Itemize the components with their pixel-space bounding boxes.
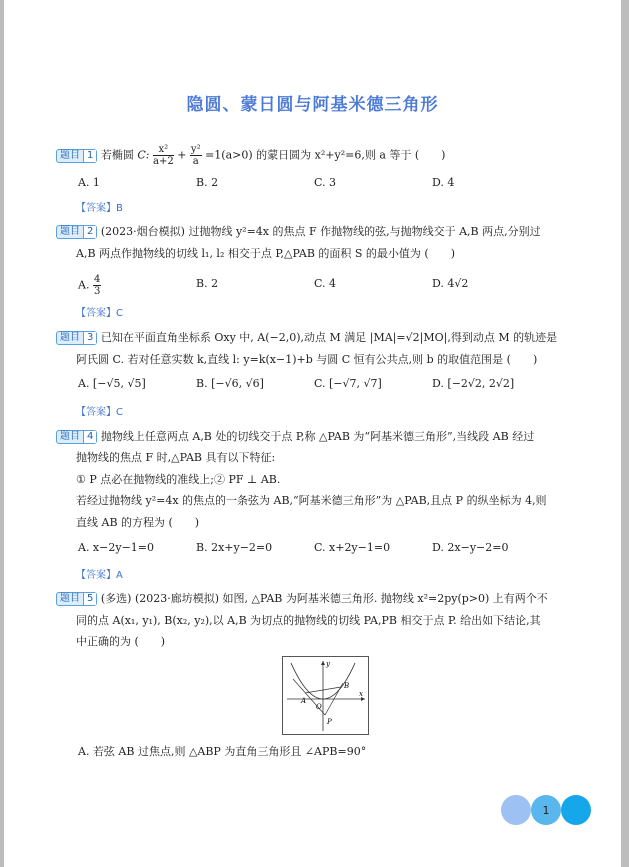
option-c: C. x+2y−1=0 bbox=[314, 541, 391, 554]
answer: 【答案】C bbox=[76, 407, 123, 418]
parabola-figure bbox=[282, 656, 369, 735]
question-badge: 题目 2 bbox=[56, 225, 97, 239]
page-number-circle bbox=[531, 795, 561, 825]
question-1: 题目 1 若椭圆 C: $\frac{\text{x²}}{a+2}$ + $\frac{\text{y²}}{a}$ =1(a>0) 的蒙日圆为 x²+y²=6,则 a 等于 ( ) bbox=[56, 144, 445, 167]
question-text: 阿氏圆 C. 若对任意实数 k,直线 l: y=k(x−1)+b 与圆 C 恒有公共点,则 b 的取值范围是 ( ) bbox=[76, 353, 538, 366]
page-number-decoration bbox=[501, 794, 593, 826]
question-badge: 题目 3 bbox=[56, 331, 97, 345]
page-title: 隐圆、蒙日圆与阿基米德三角形 bbox=[186, 95, 439, 115]
question-5: 题目 5 (多选) (2023·廊坊模拟) 如图, △PAB 为阿基米德三角形. 抛物线 x²=2py(p>0) 上有两个不 bbox=[56, 592, 548, 606]
option-b: B. 2 bbox=[196, 176, 219, 189]
decor-circle bbox=[501, 795, 531, 825]
question-text: 抛物线的焦点 F 时,△PAB 具有以下特征: bbox=[76, 451, 276, 464]
question-text: ① P 点必在抛物线的准线上;② PF ⊥ AB. bbox=[76, 473, 281, 486]
question-text: 同的点 A(x₁, y₁), B(x₂, y₂),以 A,B 为切点的抛物线的切线 PA,PB 相交于点 P. 给出如下结论,其 bbox=[76, 614, 541, 627]
question-text: A,B 两点作抛物线的切线 l₁, l₂ 相交于点 P,△PAB 的面积 S 的最小值为 ( ) bbox=[76, 247, 456, 260]
option-c: C. 3 bbox=[314, 176, 337, 189]
answer: 【答案】C bbox=[76, 308, 123, 319]
question-text: 若经过抛物线 y²=4x 的焦点的一条弦为 AB,“阿基米德三角形”为 △PAB,且点 P 的纵坐标为 4,则 bbox=[76, 494, 547, 507]
answer: 【答案】B bbox=[76, 203, 123, 214]
option-a: A. x−2y−1=0 bbox=[78, 541, 155, 554]
question-badge: 题目 1 bbox=[56, 149, 97, 163]
option-d: D. [−2√2, 2√2] bbox=[432, 377, 515, 390]
option-b: B. 2 bbox=[196, 277, 219, 290]
label-y: y bbox=[326, 660, 330, 668]
option-c: C. [−√7, √7] bbox=[314, 377, 382, 390]
question-3: 题目 3 已知在平面直角坐标系 Oxy 中, A(−2,0),动点 M 满足 |MA|=√2|MO|,得到动点 M 的轨迹是 bbox=[56, 331, 557, 345]
label-o: O bbox=[316, 703, 322, 711]
answer: 【答案】A bbox=[76, 570, 123, 581]
option-c: C. 4 bbox=[314, 277, 337, 290]
label-b: B bbox=[344, 682, 350, 690]
question-badge: 题目 5 bbox=[56, 592, 97, 606]
option-b: B. 2x+y−2=0 bbox=[196, 541, 273, 554]
option-a: A. 若弦 AB 过焦点,则 △ABP 为直角三角形且 ∠APB=90° bbox=[78, 745, 367, 758]
option-a: A. [−√5, √5] bbox=[78, 377, 146, 390]
question-badge: 题目 4 bbox=[56, 430, 97, 444]
fraction: $\frac{4}{3}$ bbox=[93, 274, 101, 297]
fraction: $\frac{\text{y²}}{a}$ bbox=[190, 144, 201, 167]
fraction: $\frac{\text{x²}}{a+2}$ bbox=[153, 144, 174, 167]
option-b: B. [−√6, √6] bbox=[196, 377, 264, 390]
question-2: 题目 2 (2023·烟台模拟) 过抛物线 y²=4x 的焦点 F 作抛物线的弦,与抛物线交于 A,B 两点,分别过 bbox=[56, 225, 541, 239]
question-4: 题目 4 抛物线上任意两点 A,B 处的切线交于点 P,称 △PAB 为“阿基米德三角形”,当线段 AB 经过 bbox=[56, 430, 534, 444]
parabola-diagram bbox=[283, 657, 368, 734]
option-a: A. 1 bbox=[78, 176, 100, 189]
question-text: 中正确的为 ( ) bbox=[76, 635, 166, 648]
option-d: D. 4 bbox=[432, 176, 455, 189]
label-x: x bbox=[359, 690, 363, 698]
y-axis-arrow bbox=[321, 661, 325, 665]
option-a: A. $\frac{4}{3}$ bbox=[78, 274, 101, 297]
label-p: P bbox=[327, 718, 332, 726]
page-number: 1 bbox=[542, 803, 550, 817]
question-text: 直线 AB 的方程为 ( ) bbox=[76, 516, 200, 529]
option-d: D. 4√2 bbox=[432, 277, 469, 290]
label-a: A bbox=[301, 697, 307, 705]
option-d: D. 2x−y−2=0 bbox=[432, 541, 509, 554]
page bbox=[4, 0, 621, 867]
decor-circle bbox=[561, 795, 591, 825]
